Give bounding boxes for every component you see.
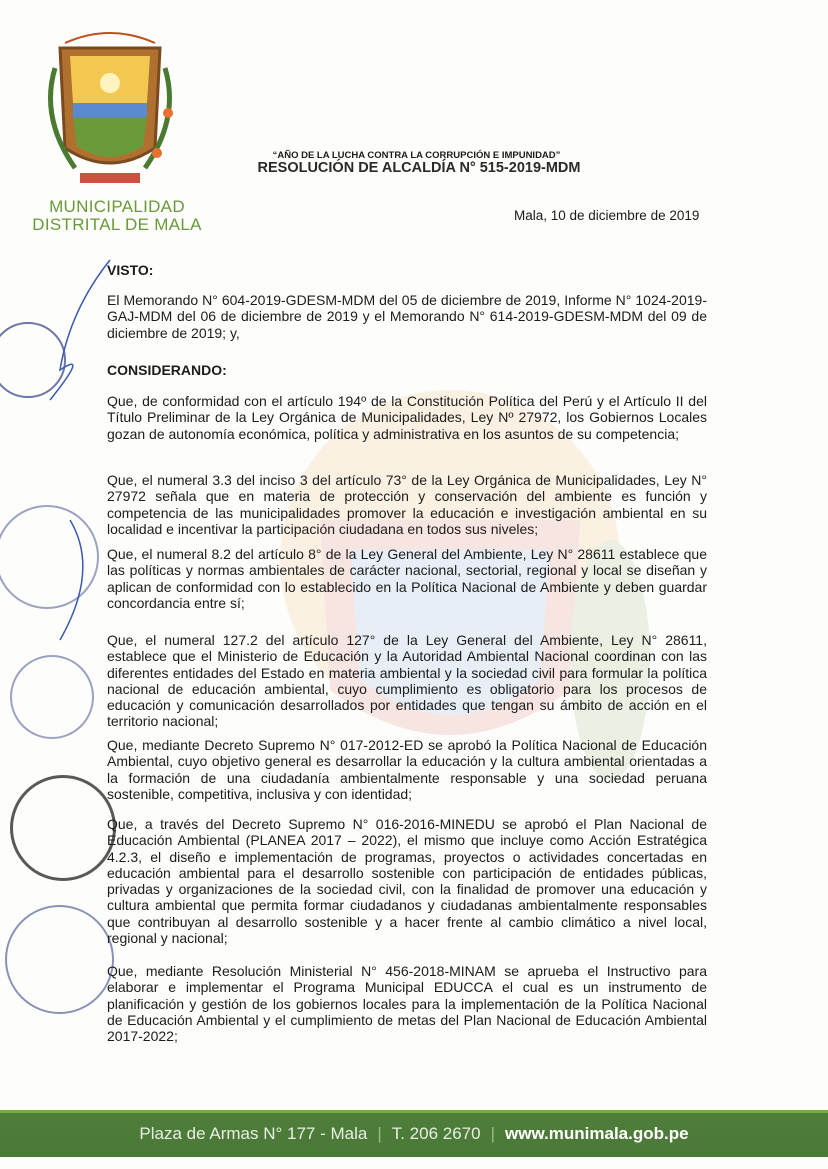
- visto-heading: VISTO:: [107, 262, 154, 278]
- approval-seal-asesoria-juridica: [10, 775, 116, 881]
- institution-name: [22, 198, 212, 234]
- footer-band: [0, 1110, 828, 1157]
- institution-name-line1: MUNICIPALIDAD: [49, 197, 185, 216]
- footer-divider: |: [377, 1123, 382, 1143]
- footer-website: www.munimala.gob.pe: [505, 1123, 689, 1143]
- considerando-paragraph: Que, el numeral 3.3 del inciso 3 del artículo 73° de la Ley Orgánica de Municipalidades, Ley N° 27972 señala que en materia de protección y conservación del ambiente es función y competencia de las municipalidades promover la educación e investigación ambiental en su localidad e incentivar la participación ciudadana en todos sus niveles;: [107, 472, 707, 537]
- document-date: Mala, 10 de diciembre de 2019: [514, 208, 700, 223]
- considerando-paragraph: Que, a través del Decreto Supremo N° 016-2016-MINEDU se aprobó el Plan Nacional de Educación Ambiental (PLANEA 2017 – 2022), el mismo que incluye como Acción Estratégica 4.2.3, el diseño e implementación de programas, proyectos o actividades concertadas en educación ambiental para el desarrollo sostenible con participación de entidades públicas, privadas y organizaciones de la sociedad civil, con la finalidad de promover una educación y cultura ambiental que permita formar ciudadanos y ciudadanas ambientalmente responsables que contribuyan al desarrollo sostenible y a hacer frente al cambio climático a nivel local, regional y nacional;: [107, 816, 707, 947]
- year-motto: “AÑO DE LA LUCHA CONTRA LA CORRUPCIÓN E IMPUNIDAD”: [272, 150, 561, 161]
- considerando-paragraph: Que, de conformidad con el artículo 194º de la Constitución Política del Perú y el Artículo II del Título Preliminar de la Ley Orgánica de Municipalidades, Ley Nº 27972, los Gobiernos Locales gozan de autonomía económica, política y administrativa en los asuntos de su competencia;: [107, 393, 707, 442]
- considerando-paragraph: Que, mediante Resolución Ministerial N° 456-2018-MINAM se aprueba el Instructivo para elaborar e implementar el Programa Municipal EDUCCA el cual es un instrumento de planificación y gestión de los gobiernos locales para la implementación de la Política Nacional de Educación Ambiental y el cumplimiento de metas del Plan Nacional de Educación Ambiental 2017-2022;: [107, 963, 707, 1045]
- footer-phone: T. 206 2670: [391, 1123, 481, 1143]
- visto-paragraph: El Memorando N° 604-2019-GDESM-MDM del 05 de diciembre de 2019, Informe N° 1024-2019-GAJ-MDM del 06 de diciembre de 2019 y el Memorando N° 614-2019-GDESM-MDM del 09 de diciembre de 2019; y,: [107, 292, 707, 341]
- footer-divider: |: [490, 1123, 496, 1143]
- considerando-paragraph: Que, el numeral 127.2 del artículo 127° de la Ley General del Ambiente, Ley N° 28611, establece que el Ministerio de Educación y la Autoridad Ambiental Nacional coordinan con las diferentes entidades del Estado en materia ambiental y la sociedad civil para formular la política nacional de educación ambiental, cuyo cumplimiento es obligatorio para los procesos de educación y comunicación desarrollados por entidades que tengan su ámbito de acción en el territorio nacional;: [107, 632, 707, 730]
- approval-seal-secretaria-general: [5, 905, 114, 1014]
- institution-name-line2: DISTRITAL DE MALA: [32, 215, 202, 234]
- considerando-paragraph: Que, mediante Decreto Supremo N° 017-2012-ED se aprobó la Política Nacional de Educación Ambiental, cuyo objetivo general es desarrollar la educación y la cultura ambiental orientadas a la formación de una ciudadanía ambientalmente responsable y una sociedad peruana sostenible, competitiva, inclusiva y con identidad;: [107, 737, 707, 802]
- footer-address: Plaza de Armas N° 177 - Mala: [139, 1123, 368, 1143]
- approval-seal: [10, 655, 94, 739]
- considerando-heading: CONSIDERANDO:: [107, 362, 227, 378]
- resolution-title: RESOLUCIÓN DE ALCALDÍA N° 515-2019-MDM: [257, 160, 581, 176]
- considerando-paragraph: Que, el numeral 8.2 del artículo 8° de la Ley General del Ambiente, Ley N° 28611 establece que las políticas y normas ambientales de carácter nacional, sectorial, regional y local se diseñan y aplican de conformidad con lo establecido en la Política Nacional de Ambiente y deben guardar concordancia entre sí;: [107, 546, 707, 611]
